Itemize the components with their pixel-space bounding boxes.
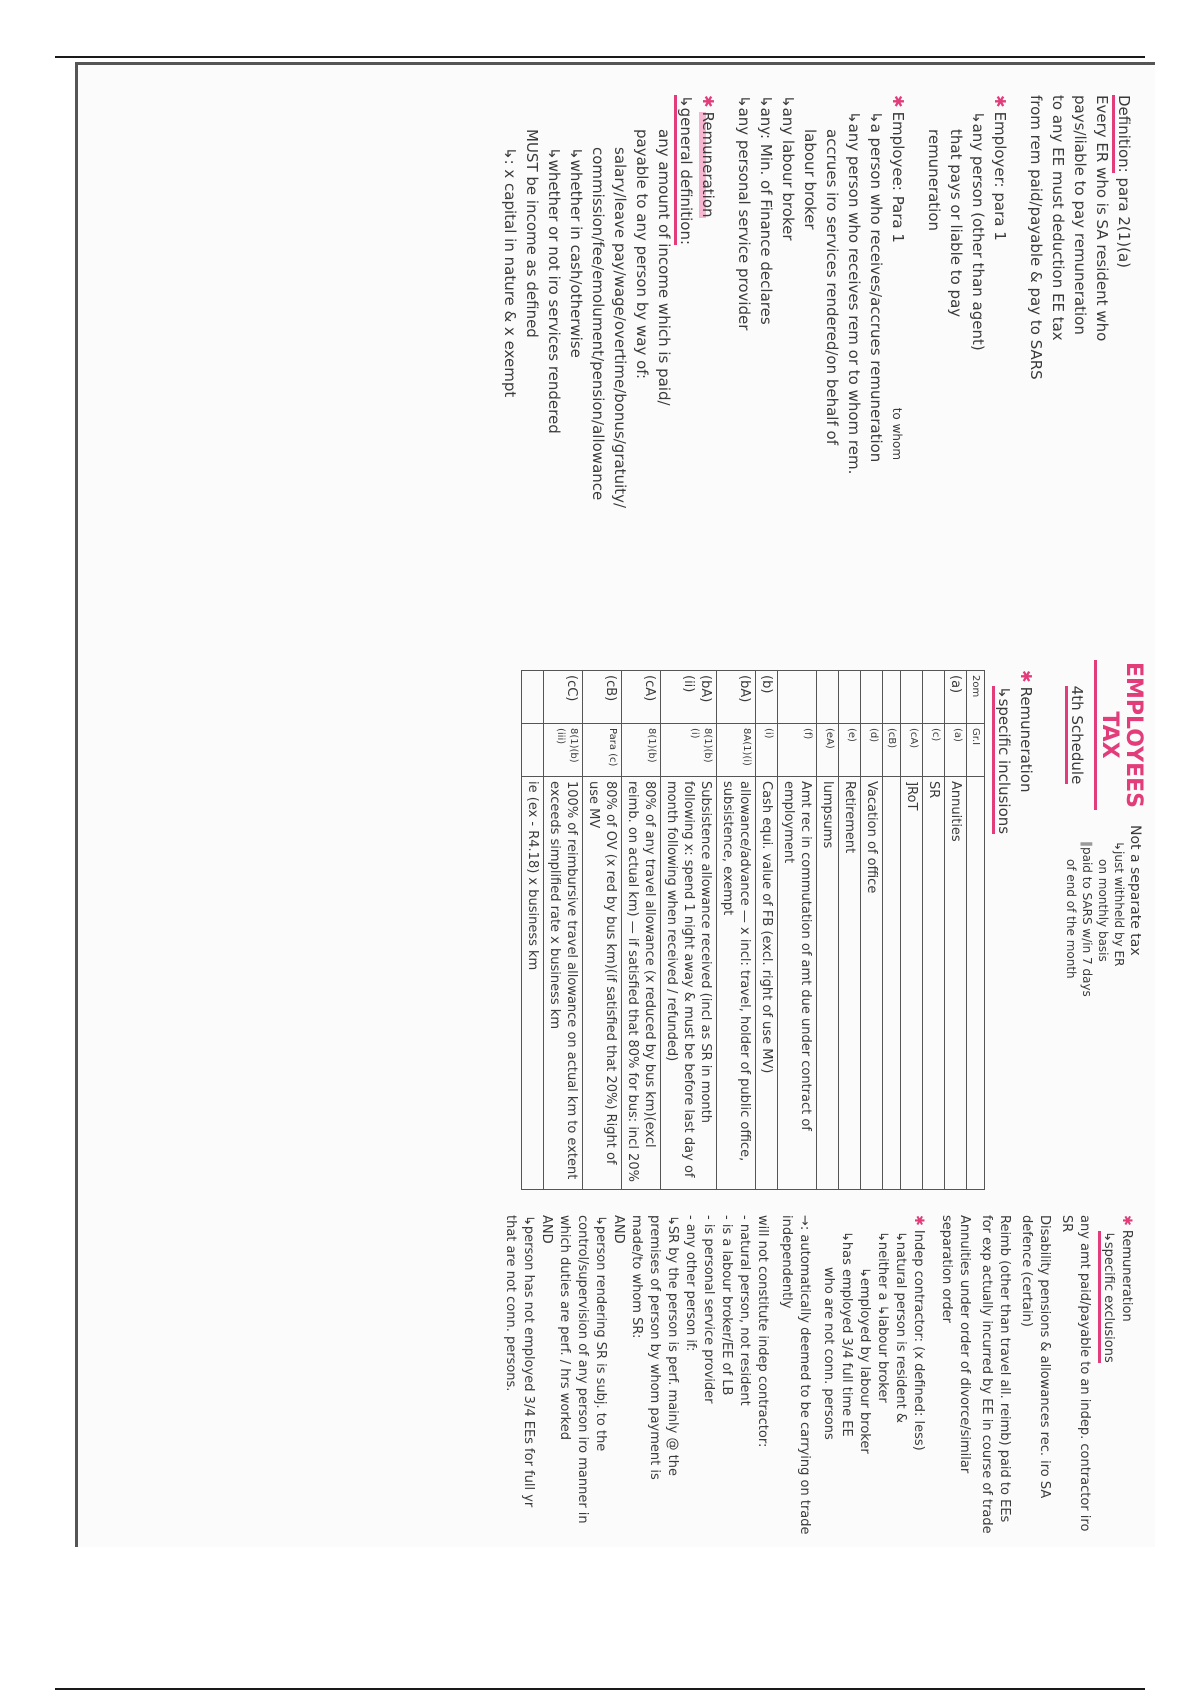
indep-auto-note: →: automatically deemed to be carrying on trade independently — [779, 1215, 812, 1535]
top-rule — [55, 56, 1145, 58]
employee-line: accrues iro services rendered/on behalf of — [823, 129, 841, 445]
remuneration-line: salary/leave pay/wage/overtime/bonus/gratuity/ — [611, 147, 629, 509]
indep-not-item: - is personal service provider — [701, 1215, 716, 1404]
table-cell: Amt rec in commutation of amt due under contract of employment — [778, 777, 817, 1190]
table-header-row — [967, 671, 985, 1190]
remuneration-line: ↳: x capital in nature & x exempt — [501, 147, 519, 398]
employee-line: ↳any personal service provider — [735, 95, 753, 331]
table-row — [901, 671, 923, 1190]
employee-block — [733, 95, 909, 635]
employer-line: that pays or liable to pay — [947, 129, 965, 318]
exclusions-heading: Remuneration — [1119, 1229, 1134, 1322]
definition-line: Every ER who is SA resident who — [1093, 95, 1111, 342]
table-row — [883, 671, 901, 1190]
table-cell — [923, 671, 945, 724]
notes-sheet — [75, 62, 1155, 1547]
definition-line: pays/liable to pay remuneration — [1071, 95, 1089, 335]
table-cell: allowance/advance — x incl: travel, holder of public office, subsistence, exempt — [717, 777, 756, 1190]
table-cell: Annuities — [945, 777, 967, 1190]
employer-line: remuneration — [925, 129, 943, 232]
table-cell: (bA)(ii) — [661, 671, 717, 724]
table-cell: SR — [923, 777, 945, 1190]
employee-line: labour broker — [801, 129, 819, 230]
table-cell: ie (ex - R4.18) x business km — [522, 777, 544, 1190]
star-icon: ✱ — [889, 95, 907, 108]
indep-not-item: ↳SR by the person is perf. mainly @ the premises of person by whom payment is made/to whom SR: — [629, 1215, 680, 1480]
table-cell: (a) — [945, 671, 967, 724]
indep-not-item: ↳person rendering SR is subj. to the control/supervision of any person iro manner in which duties are perf. / hrs worked — [557, 1215, 608, 1524]
star-icon: ✱ — [911, 1215, 926, 1226]
remuneration-line: ↳whether in cash/otherwise — [567, 147, 585, 358]
definition-line: to any EE must deduction EE tax — [1049, 95, 1067, 341]
indep-line: ↳neither a ↳labour broker — [875, 1231, 890, 1403]
star-icon: ✱ — [991, 95, 1009, 108]
definition-heading: Definition: — [1112, 95, 1133, 173]
employee-heading: Employee: Para 1 — [889, 111, 907, 243]
table-cell — [861, 671, 883, 724]
note-line: of end of the month — [1064, 859, 1078, 979]
table-cell: Cash equi. value of FB (excl. right of use MV) — [756, 777, 778, 1190]
schedule-note: 4th Schedule — [1065, 686, 1086, 785]
employee-line: ↳any: Min. of Finance declares — [757, 95, 775, 325]
table-cell: (cA) — [622, 671, 661, 724]
employee-note: to whom — [890, 407, 904, 461]
table-cell: 100% of reimbursive travel allowance on actual km to extent exceeds simplified rate x business km — [544, 777, 583, 1190]
employee-line: ↳any person who receives rem or to whom rem. — [845, 111, 863, 475]
table-cell — [522, 724, 544, 777]
left-column — [493, 95, 1135, 635]
table-row — [583, 671, 622, 1190]
table-cell: (bA) — [717, 671, 756, 724]
table-cell: 8(1)(b)(iii) — [544, 724, 583, 777]
table-cell — [901, 671, 923, 724]
indep-not-item: ↳person has not employed 3/4 EEs for full yr that are not conn. persons. — [503, 1215, 536, 1508]
note-line: Not a separate tax — [1127, 825, 1143, 956]
table-cell: (b) — [756, 671, 778, 724]
table-cell: (cC) — [544, 671, 583, 724]
table-row — [522, 671, 544, 1190]
indep-line: ↳employed by labour broker — [857, 1267, 872, 1454]
definition-block — [1025, 95, 1135, 635]
right-column — [501, 1215, 1135, 1535]
remuneration-subheading: ↳general definition: — [674, 95, 695, 245]
table-row — [861, 671, 883, 1190]
table-row — [756, 671, 778, 1190]
indep-not-item: - is a labour broker/EE of LB — [719, 1215, 734, 1396]
title-block — [1066, 660, 1145, 810]
indep-line: who are not conn. persons — [821, 1267, 836, 1440]
star-icon: ✱ — [1119, 1215, 1134, 1226]
indep-not-item: - natural person, not resident — [737, 1215, 752, 1406]
remuneration-line: MUST be income as defined — [523, 129, 541, 338]
table-cell: (e) — [839, 724, 861, 777]
table-header-cell: 2om — [967, 671, 985, 724]
table-cell: (a) — [945, 724, 967, 777]
page-title: EMPLOYEES TAX — [1094, 660, 1145, 810]
indep-line: ↳natural person is resident & — [893, 1231, 908, 1423]
table-cell: Subsistence allowance received (incl as SR in month following x: spend 1 night away & must be before last day of month following when received / refunded) — [661, 777, 717, 1190]
inclusions-table — [521, 670, 985, 1190]
table-cell: (cB) — [583, 671, 622, 724]
exclusion-item: Annuities under order of divorce/similar separation order — [939, 1215, 972, 1474]
table-row — [544, 671, 583, 1190]
table-cell: Retirement — [839, 777, 861, 1190]
bottom-rule — [55, 1688, 1145, 1690]
indep-line: ↳has employed 3/4 full time EE — [839, 1231, 854, 1437]
remuneration-block — [499, 95, 719, 635]
table-row — [945, 671, 967, 1190]
table-cell — [883, 671, 901, 724]
table-cell: 80% of any travel allowance (x reduced by bus km)(excl reimb. on actual km) — if satisfied that 80% for bus: incl 20% — [622, 777, 661, 1190]
table-cell: (i) — [756, 724, 778, 777]
table-cell: Vacation of office — [861, 777, 883, 1190]
remuneration-line: payable to any person by way of: — [633, 129, 651, 380]
indep-heading: Indep contractor: (x defined: less) — [911, 1229, 926, 1451]
table-cell — [522, 671, 544, 724]
table-row — [839, 671, 861, 1190]
definition-line: from rem paid/payable & pay to SARS — [1027, 95, 1045, 380]
inclusions-heading: Remuneration — [1017, 686, 1035, 793]
inclusions-section — [993, 670, 1037, 1190]
remuneration-heading: Remuneration — [699, 111, 717, 218]
table-row — [778, 671, 817, 1190]
employer-heading: Employer: para 1 — [991, 111, 1009, 241]
exclusion-item: Disability pensions & allowances rec. iro SA defence (certain) — [1019, 1215, 1052, 1499]
table-cell: ]RoT — [901, 777, 923, 1190]
table-cell: Para (c) — [583, 724, 622, 777]
table-cell: (f) — [778, 724, 817, 777]
indep-not-heading: will not constitute indep contractor: — [755, 1215, 770, 1448]
table-row — [717, 671, 756, 1190]
indep-not-item: AND — [611, 1215, 626, 1244]
table-cell: 8(1)(b)(i) — [661, 724, 717, 777]
exclusion-item: any amt paid/payable to an indep. contractor iro SR — [1059, 1215, 1092, 1532]
exclusions-subheading: ↳specific exclusions — [1098, 1231, 1116, 1363]
star-icon: ✱ — [1017, 670, 1035, 683]
table-row — [817, 671, 839, 1190]
not-separate-tax-note — [1063, 825, 1143, 1085]
indep-not-list — [501, 1215, 753, 1535]
table-cell: 8(1)(b) — [622, 724, 661, 777]
table-cell: (c) — [923, 724, 945, 777]
table-row — [622, 671, 661, 1190]
remuneration-line: ↳whether or not iro services rendered — [545, 147, 563, 434]
employee-line: ↳a person who receives/accrues remuneration — [867, 111, 885, 463]
table-cell: (cB) — [883, 724, 901, 777]
table-row — [923, 671, 945, 1190]
table-row — [661, 671, 717, 1190]
employer-block — [923, 95, 1011, 635]
note-line: on monthly basis — [1096, 859, 1110, 962]
table-cell — [839, 671, 861, 724]
table-cell — [817, 671, 839, 724]
table-cell: (d) — [861, 724, 883, 777]
table-cell: 8A(1)(i) — [717, 724, 756, 777]
scanned-notes-page — [75, 62, 1155, 1547]
remuneration-line: any amount of income which is paid/ — [655, 129, 673, 406]
indep-not-item: AND — [539, 1215, 554, 1244]
indep-not-item: - any other person if: — [683, 1215, 698, 1352]
table-cell: 80% of OV (x red by bus km)(if satisfied that 20%) Right of use MV — [583, 777, 622, 1190]
table-cell: lumpsums — [817, 777, 839, 1190]
employee-line: ↳any labour broker — [779, 95, 797, 241]
star-icon: ✱ — [699, 95, 717, 108]
employer-line: ↳any person (other than agent) — [969, 111, 987, 351]
exclusion-item: Reimb (other than travel all. reimb) paid to EEs for exp actually incurred by EE in course of trade — [979, 1215, 1012, 1534]
table-cell — [883, 777, 901, 1190]
note-line: ↳just withheld by ER — [1112, 841, 1126, 967]
note-line: ∥paid to SARS w/in 7 days — [1080, 841, 1094, 997]
definition-ref: para 2(1)(a) — [1115, 177, 1133, 269]
remuneration-line: commission/fee/emolument/pension/allowance — [589, 147, 607, 501]
table-cell — [778, 671, 817, 724]
table-cell: (eA) — [817, 724, 839, 777]
table-cell: (cA) — [901, 724, 923, 777]
table-header-cell: Gr.I — [967, 724, 985, 777]
inclusions-subheading: ↳specific inclusions — [992, 686, 1013, 834]
